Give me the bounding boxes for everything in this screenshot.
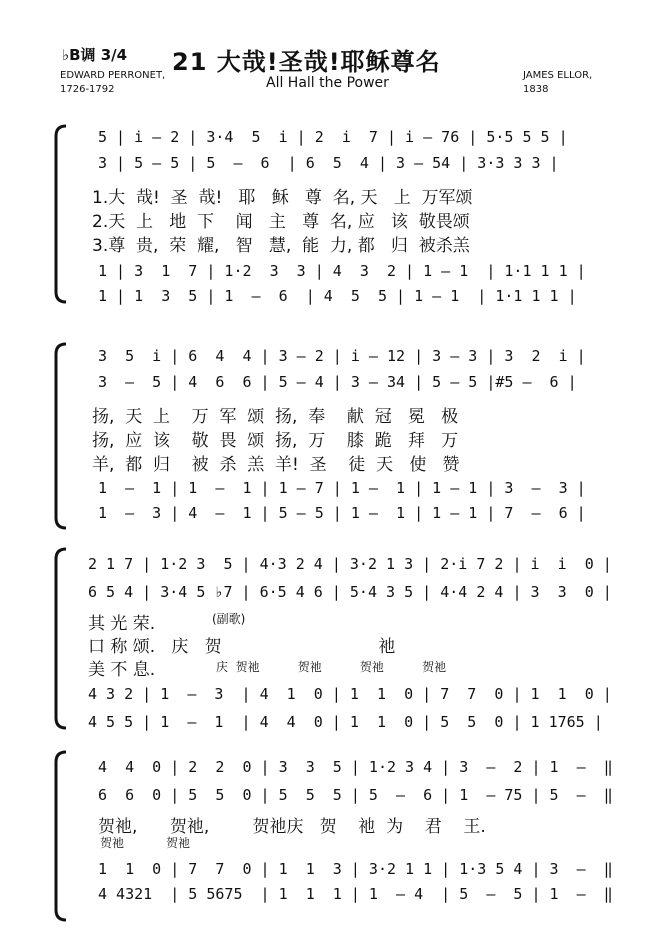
soprano-line: 2 1 7 | 1·2 3 5 | 4·3 2 4 | 3·2 1 3 | 2·i 7 2 | i i 0 | [88,555,612,573]
song-subtitle: All Hall the Power [266,75,389,91]
lyricist-name: EDWARD PERRONET, [60,70,166,81]
chorus-tag: (副歌) [212,612,246,626]
bass-line: 1 – 3 | 4 – 1 | 5 – 5 | 1 – 1 | 1 – 1 | 7 – 6 | [98,504,586,522]
song-title: 21 大哉!圣哉!耶稣尊名 [172,48,441,76]
lyric-verse-2: 口 称 颂. 庆 贺 祂 [88,637,396,657]
tenor-line: 1 1 0 | 7 7 0 | 1 1 3 | 3·2 1 1 | 1·3 5 4 | 3 – ‖ [98,860,613,878]
bass-line: 1 | 1 3 5 | 1 – 6 | 4 5 5 | 1 – 1 | 1·1 1 1 | [98,287,577,305]
lyric-small-line: 庆 贺祂 贺祂 贺祂 贺祂 [216,660,447,674]
lyric-verse-1: 贺祂, 贺祂, 贺祂庆 贺 祂 为 君 王. [98,817,486,837]
bass-line: 4 5 5 | 1 – 1 | 4 4 0 | 1 1 0 | 5 5 0 | 1 1765 | [88,713,603,731]
tenor-line: 4 3 2 | 1 – 3 | 4 1 0 | 1 1 0 | 7 7 0 | 1 1 0 | [88,685,612,703]
key-signature: ♭B调 3/4 [62,46,128,64]
soprano-line: 5 | i – 2 | 3·4 5 i | 2 i 7 | i – 76 | 5·5 5 5 | [98,128,568,146]
lyric-verse-2: 扬, 应 该 敬 畏 颂 扬, 万 膝 跪 拜 万 [92,431,459,451]
lyric-verse-3: 3.尊 贵, 荣 耀, 智 慧, 能 力, 都 归 被杀羔 [92,236,470,256]
lyric-verse-2: 2.天 上 地 下 闻 主 尊 名, 应 该 敬畏颂 [92,212,470,232]
tenor-line: 1 – 1 | 1 – 1 | 1 – 7 | 1 – 1 | 1 – 1 | 3 – 3 | [98,479,586,497]
lyric-verse-1: 其 光 荣. [88,614,156,634]
lyric-verse-1: 1.大 哉! 圣 哉! 耶 稣 尊 名, 天 上 万军颂 [92,188,473,208]
alto-line: 6 5 4 | 3·4 5 ♭7 | 6·5 4 6 | 5·4 3 5 | 4·4 2 4 | 3 3 0 | [88,583,612,601]
composer-years: 1838 [523,84,549,95]
lyricist-years: 1726-1792 [60,84,115,95]
lyric-verse-1: 扬, 天 上 万 军 颂 扬, 奉 献 冠 冕 极 [92,407,459,427]
soprano-line: 4 4 0 | 2 2 0 | 3 3 5 | 1·2 3 4 | 3 – 2 | 1 – ‖ [98,758,613,776]
lyric-verse-3: 美 不 息. [88,660,156,680]
lyric-small-line: 贺祂 贺祂 [100,836,190,850]
bass-line: 4 4321 | 5 5675 | 1 1 1 | 1 – 4 | 5 – 5 | 1 – ‖ [98,885,613,903]
alto-line: 6 6 0 | 5 5 0 | 5 5 5 | 5 – 6 | 1 – 75 | 5 – ‖ [98,786,613,804]
composer-name: JAMES ELLOR, [523,70,593,81]
lyric-verse-3: 羊, 都 归 被 杀 羔 羊! 圣 徒 天 使 赞 [92,455,460,475]
alto-line: 3 | 5 – 5 | 5 – 6 | 6 5 4 | 3 – 54 | 3·3 3 3 | [98,154,559,172]
tenor-line: 1 | 3 1 7 | 1·2 3 3 | 4 3 2 | 1 – 1 | 1·1 1 1 | [98,262,586,280]
soprano-line: 3 5 i | 6 4 4 | 3 – 2 | i – 12 | 3 – 3 | 3 2 i | [98,347,586,365]
alto-line: 3 – 5 | 4 6 6 | 5 – 4 | 3 – 34 | 5 – 5 |#5 – 6 | [98,373,577,391]
